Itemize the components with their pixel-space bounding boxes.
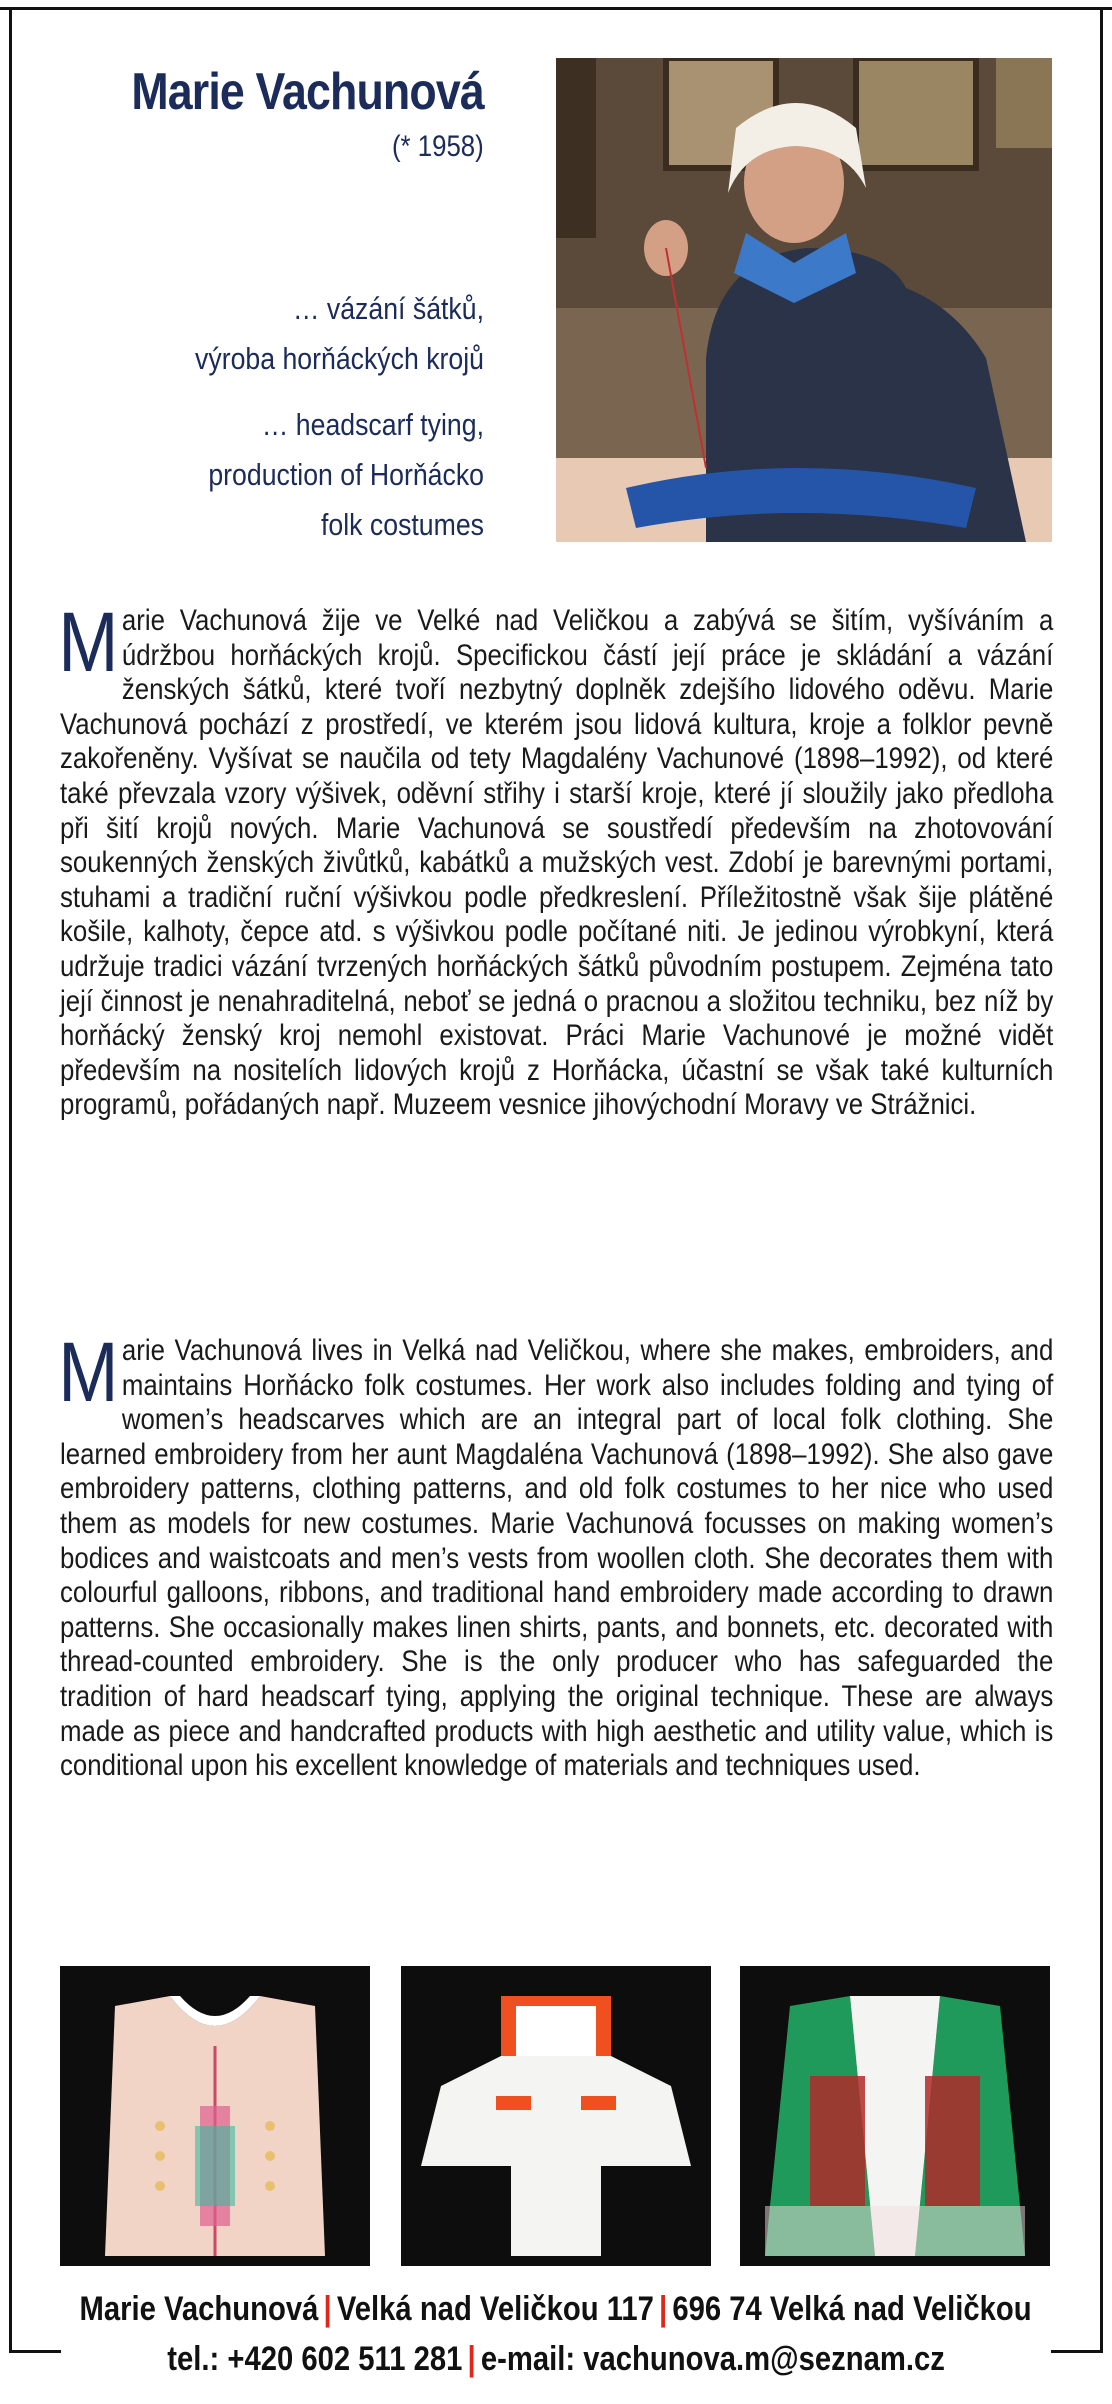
footer-street: Velká nad Veličkou 117 [337,2290,655,2328]
birth-year: (* 1958) [392,130,484,163]
footer-city: 696 74 Velká nad Veličkou [672,2290,1033,2328]
description-czech [58,595,1054,1123]
subtitle-czech-line: výroba horňáckých krojů [195,341,485,376]
portrait-photo [556,58,1052,542]
costume-photo-bodice [60,1966,370,2266]
subtitle-english-line: … headscarf tying, [261,407,484,442]
footer-phone: tel.: +420 602 511 281 [167,2340,463,2378]
costume-photo-vest [740,1966,1050,2266]
subtitle-english-line: production of Horňácko [208,457,484,492]
subtitle-czech-line: … vázání šátků, [292,291,484,326]
costume-photo-shirt [401,1966,711,2266]
subtitle-english-line: folk costumes [321,507,484,542]
frame-left-rule [9,7,12,2352]
footer-name: Marie Vachunová [79,2290,319,2328]
description-english [58,1325,1054,1784]
footer-contact [0,2340,1112,2379]
footer-email[interactable]: e-mail: vachunova.m@seznam.cz [480,2340,945,2378]
drop-cap: M [58,1325,119,1419]
footer-separator: | [323,2290,333,2328]
subtitle-english [88,400,484,550]
footer-separator: | [467,2340,476,2378]
footer-separator: | [659,2290,668,2328]
frame-top-rule [0,7,1112,10]
person-name: Marie Vachunová [131,63,484,121]
frame-right-rule [1100,7,1103,2352]
subtitle-czech [88,284,484,384]
drop-cap: M [58,595,119,689]
description-czech-text: arie Vachunová žije ve Velké nad Veličkou a zabývá se šitím, vyšíváním a údržbou horňáckých krojů. Specifickou částí její práce je skládání a vázání ženských šátků, které tvoří nezbytný doplněk zdejšího lidového oděvu. Marie Vachunová pochází z prostředí, ve kterém jsou lidová kultura, kroje a folklor pevně zakořeněny. Vyšívat se naučila od tety Magdalény Vachunové (1898–1992), od které také převzala vzory výšivek, oděvní střihy i starší kroje, které jí sloužily jako předloha při šití krojů nových. Marie Vachunová se soustředí především na zhotovování soukenných ženských živůtků, kabátků a mužských vest. Zdobí je barevnými portami, stuhami a tradiční ruční výšivkou podle předkreslení. Příležitostně však šije plátěné košile, kalhoty, čepce atd. s výšivkou podle počítané niti. Je jedinou výrobkyní, která udržuje tradici vázání tvrzených horňáckých šátků původním postupem. Zejména tato její činnost je nenahraditelná, neboť se jedná o pracnou a složitou techniku, bez níž by horňácký ženský kroj nemohl existovat. Práci Marie Vachunové je možné vidět především na nositelích lidových krojů z Horňácka, účastní se však také kulturních programů, pořádaných např. Muzeem vesnice jihovýchodní Moravy ve Strážnici. [60,604,1054,1122]
description-english-text: arie Vachunová lives in Velká nad Veličkou, where she makes, embroiders, and maintains Horňácko folk costumes. Her work also includes folding and tying of women’s headscarves which are an integral part of local folk clothing. She learned embroidery from her aunt Magdaléna Vachunová (1898–1992). She also gave embroidery patterns, clothing patterns, and old folk costumes to her nice who used them as models for new costumes. Marie Vachunová focusses on making women’s bodices and waistcoats and men’s vests from woollen cloth. She decorates them with colourful galloons, ribbons, and traditional hand embroidery made according to drawn patterns. She occasionally makes linen shirts, pants, and bonnets, etc. decorated with thread-counted embroidery. She is the only producer who has safeguarded the tradition of hard headscarf tying, applying the original technique. These are always made as piece and handcrafted products with high aesthetic and utility value, which is conditional upon his excellent knowledge of materials and techniques used. [60,1334,1054,1783]
footer-address [0,2290,1112,2329]
